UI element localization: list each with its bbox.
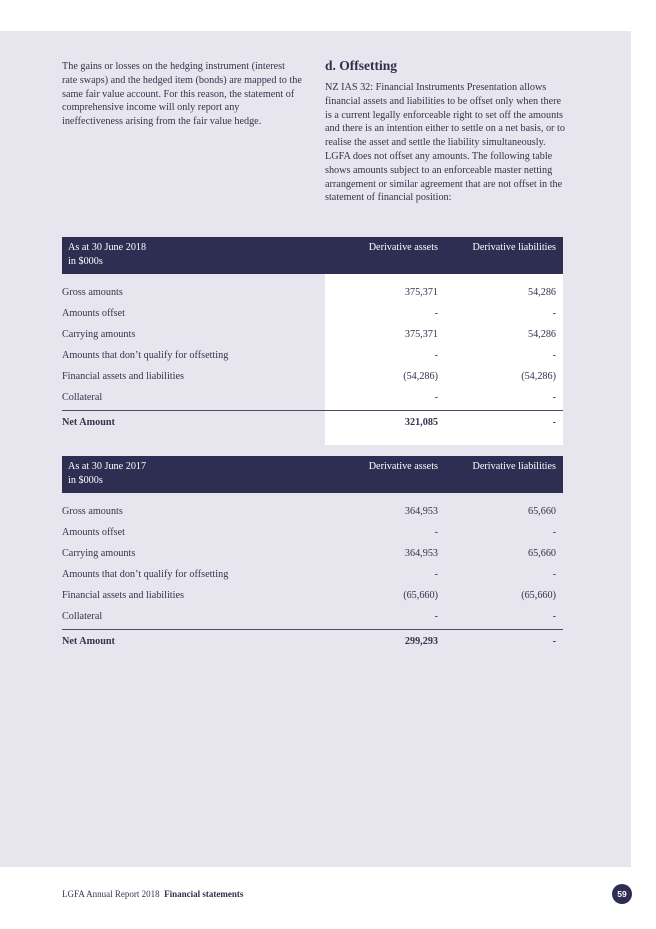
table-row (62, 303, 563, 324)
offsetting-table-2018 (62, 237, 563, 435)
section-body: NZ IAS 32: Financial Instruments Presentation allows financial assets and liabilities to be offset only when there is a current legally enforceable right to set off the amounts and there is an intention either to settle on a net basis, or to realise the asset and settle the liability simultaneously. LGFA does not offset any amounts. The following table shows amounts subject to an enforceable master netting arrangement or similar agreement that are not offset in the statement of financial position: (325, 82, 565, 204)
table-row (62, 543, 563, 564)
column-header-derivative-assets: Derivative assets (368, 461, 438, 472)
intro-paragraph: The gains or losses on the hedging instrument (interest rate swaps) and the hedged item (bonds) are mapped to the same fair value account. For this reason, the statement of comprehensive income will only report any ineffectiveness arising from the fair value hedge. (62, 61, 302, 128)
table-row (62, 564, 563, 585)
net-amount-label: Net Amount (62, 636, 115, 647)
table-body (62, 274, 563, 435)
row-value-assets: - (434, 350, 438, 361)
row-value-assets: (54,286) (403, 371, 438, 382)
page-footer (62, 889, 243, 899)
row-label: Amounts offset (62, 527, 125, 538)
row-value-liabilities: 54,286 (527, 329, 556, 340)
net-amount-liabilities: - (552, 636, 556, 647)
section-title: d. Offsetting (325, 58, 397, 73)
net-amount-assets: 299,293 (404, 636, 438, 647)
row-value-assets: 375,371 (404, 329, 438, 340)
row-value-liabilities: - (552, 611, 556, 622)
row-value-assets: - (434, 611, 438, 622)
row-value-assets: - (434, 569, 438, 580)
table-row (62, 282, 563, 303)
table-row (62, 585, 563, 606)
table-row (62, 366, 563, 387)
footer-report-title: LGFA Annual Report 2018 (62, 889, 160, 899)
offsetting-table-2017 (62, 456, 563, 654)
row-value-assets: (65,660) (403, 590, 438, 601)
row-label: Carrying amounts (62, 548, 136, 559)
column-header-derivative-assets: Derivative assets (368, 242, 438, 253)
net-amount-row (62, 411, 563, 435)
row-value-assets: - (434, 308, 438, 319)
row-value-assets: 375,371 (404, 287, 438, 298)
table-header-year: As at 30 June 2017 (68, 461, 147, 472)
table-header-year: As at 30 June 2018 (68, 242, 147, 253)
row-label: Financial assets and liabilities (62, 371, 184, 382)
row-value-liabilities: (54,286) (521, 371, 556, 382)
table-header-label (68, 241, 146, 268)
row-value-liabilities: - (552, 527, 556, 538)
row-label: Amounts that don’t qualify for offsetting (62, 350, 229, 361)
table-row (62, 345, 563, 366)
row-value-liabilities: 54,286 (527, 287, 556, 298)
row-label: Collateral (62, 611, 103, 622)
table-header (62, 237, 563, 274)
row-value-liabilities: - (552, 569, 556, 580)
page-number: 59 (612, 884, 632, 904)
row-value-assets: - (434, 392, 438, 403)
row-value-assets: 364,953 (404, 548, 438, 559)
table-body (62, 493, 563, 654)
row-label: Collateral (62, 392, 103, 403)
row-label: Amounts offset (62, 308, 125, 319)
net-amount-row (62, 630, 563, 654)
table-header-units: in $000s (68, 255, 103, 267)
row-label: Gross amounts (62, 287, 123, 298)
row-value-assets: - (434, 527, 438, 538)
row-label: Financial assets and liabilities (62, 590, 184, 601)
row-value-liabilities: (65,660) (521, 590, 556, 601)
row-value-assets: 364,953 (404, 506, 438, 517)
footer-section: Financial statements (164, 889, 244, 899)
table-row (62, 387, 563, 408)
row-value-liabilities: - (552, 350, 556, 361)
net-amount-liabilities: - (552, 417, 556, 428)
net-amount-label: Net Amount (62, 417, 115, 428)
table-row (62, 522, 563, 543)
table-header (62, 456, 563, 493)
column-header-derivative-liabilities: Derivative liabilities (472, 242, 556, 253)
net-amount-assets: 321,085 (404, 417, 438, 428)
table-row (62, 324, 563, 345)
table-row (62, 606, 563, 627)
table-header-units: in $000s (68, 474, 103, 486)
row-label: Gross amounts (62, 506, 123, 517)
row-value-liabilities: 65,660 (527, 548, 556, 559)
table-header-label (68, 460, 146, 487)
row-label: Amounts that don’t qualify for offsetting (62, 569, 229, 580)
column-header-derivative-liabilities: Derivative liabilities (472, 461, 556, 472)
row-value-liabilities: - (552, 392, 556, 403)
row-value-liabilities: - (552, 308, 556, 319)
table-row (62, 501, 563, 522)
row-label: Carrying amounts (62, 329, 136, 340)
row-value-liabilities: 65,660 (527, 506, 556, 517)
